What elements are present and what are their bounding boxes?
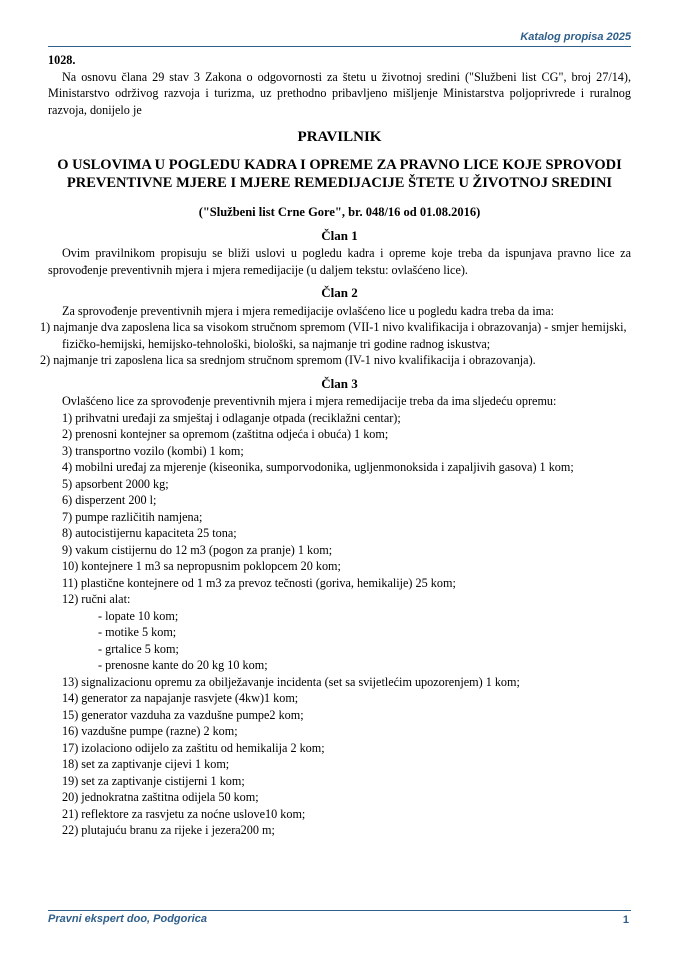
list-item: 16) vazdušne pumpe (razne) 2 kom; [62,724,238,738]
article-2-heading: Član 2 [321,285,358,300]
list-item: 9) vakum cistijernu do 12 m3 (pogon za pranje) 1 kom; [62,542,333,557]
preamble: Na osnovu člana 29 stav 3 Zakona o odgovornosti za štetu u životnoj sredini ("Službeni list CG", broj 27/14), Ministarstvo održivog razvoja i turizma, uz prethodno pribavljeno mišljenje Ministarstva poljoprivrede i ruralnog razvoja, donijelo je [48,69,631,117]
article-3-intro: Ovlašćeno lice za sprovođenje preventivnih mjera i mjera remedijacije treba da ima sljedeću opremu: [62,394,557,408]
list-item: - motike 5 kom; [98,625,177,639]
article-2-intro: Za sprovođenje preventivnih mjera i mjera remedijacije ovlašćeno lice u pogledu kadra treba da ima: [62,303,555,318]
list-item: 7) pumpe različitih namjena; [62,509,203,524]
list-item: 17) izolaciono odijelo za zaštitu od hemikalija 2 kom; [62,740,325,755]
list-item: - lopate 10 kom; [98,608,179,623]
list-item: 15) generator vazduha za vazdušne pumpe2 kom; [62,707,304,722]
document-title: PRAVILNIK [297,129,382,145]
article-2-list [40,319,631,369]
list-item: 1) najmanje dva zaposlena lica sa visokom stručnom spremom (VII-1 nivo kvalifikacija i obrazovanja) - smjer hemijski, fizičko-hemijski, hemijsko-tehnološki, biološki, sa najmanje tri godine radnog iskustva; [40,320,627,351]
list-item: 12) ručni alat: [62,592,131,606]
list-item: 21) reflektore za rasvjetu za noćne uslove10 kom; [62,806,306,821]
list-item: 18) set za zaptivanje cijevi 1 kom; [62,757,230,771]
article-3-list-continued [48,674,631,839]
list-item: 5) apsorbent 2000 kg; [62,476,169,491]
publisher: Pravni ekspert doo, Podgorica [48,913,207,925]
document-body [40,52,631,839]
gazette-reference: ("Službeni list Crne Gore", br. 048/16 od 01.08.2016) [198,205,481,219]
list-item: 6) disperzent 200 l; [62,493,157,507]
list-item: 20) jednokratna zaštitna odijela 50 kom; [62,790,259,804]
list-item: 3) transportno vozilo (kombi) 1 kom; [62,443,244,458]
list-item: 19) set za zaptivanje cistijerni 1 kom; [62,773,245,788]
list-item: 2) najmanje tri zaposlena lica sa srednjom stručnom spremom (IV-1 nivo kvalifikacija i obrazovanja). [40,353,536,367]
list-item: 11) plastične kontejnere od 1 m3 za prevoz tečnosti (goriva, hemikalije) 25 kom; [62,575,456,590]
list-item: 14) generator za napajanje rasvjete (4kw)1 kom; [62,691,299,705]
page-number: 1 [622,914,629,926]
page-header [48,31,631,47]
article-3-list [48,410,631,608]
list-item: 10) kontejnere 1 m3 sa nepropusnim poklopcem 20 kom; [62,559,341,573]
article-1-heading: Član 1 [321,227,358,243]
list-item: 8) autocistijernu kapaciteta 25 tona; [62,526,237,540]
article-3-heading: Član 3 [321,375,358,391]
hand-tools-list [48,608,631,674]
regulation-number: 1028. [48,53,76,67]
list-item: - grtalice 5 kom; [98,641,179,656]
catalog-title: Katalog propisa 2025 [520,31,631,43]
list-item: 13) signalizacionu opremu za obilježavanje incidenta (set sa svijetlećim upozorenjem) 1 kom; [62,674,520,689]
list-item: 22) plutajuću branu za rijeke i jezera200 m; [62,823,275,837]
article-1-text: Ovim pravilnikom propisuju se bliži uslovi u pogledu kadra i opreme koje treba da ispunjava pravno lice za sprovođenje preventivnih mjera i mjera remedijacije (u daljem tekstu: ovlašćeno lice). [48,246,631,277]
document-subtitle: O USLOVIMA U POGLEDU KADRA I OPREME ZA PRAVNO LICE KOJE SPROVODI PREVENTIVNE MJERE I MJERE REMEDIJACIJE ŠTETE U ŽIVOTNOJ SREDINI [57,157,622,191]
page-footer [48,910,631,929]
list-item: 1) prihvatni uređaji za smještaj i odlaganje otpada (reciklažni centar); [62,410,401,425]
list-item: - prenosne kante do 20 kg 10 kom; [98,658,268,672]
list-item: 2) prenosni kontejner sa opremom (zaštitna odjeća i obuća) 1 kom; [62,427,389,441]
list-item: 4) mobilni uređaj za mjerenje (kiseonika, sumporvodonika, ugljenmonoksida i zapaljivih gasova) 1 kom; [62,460,574,474]
